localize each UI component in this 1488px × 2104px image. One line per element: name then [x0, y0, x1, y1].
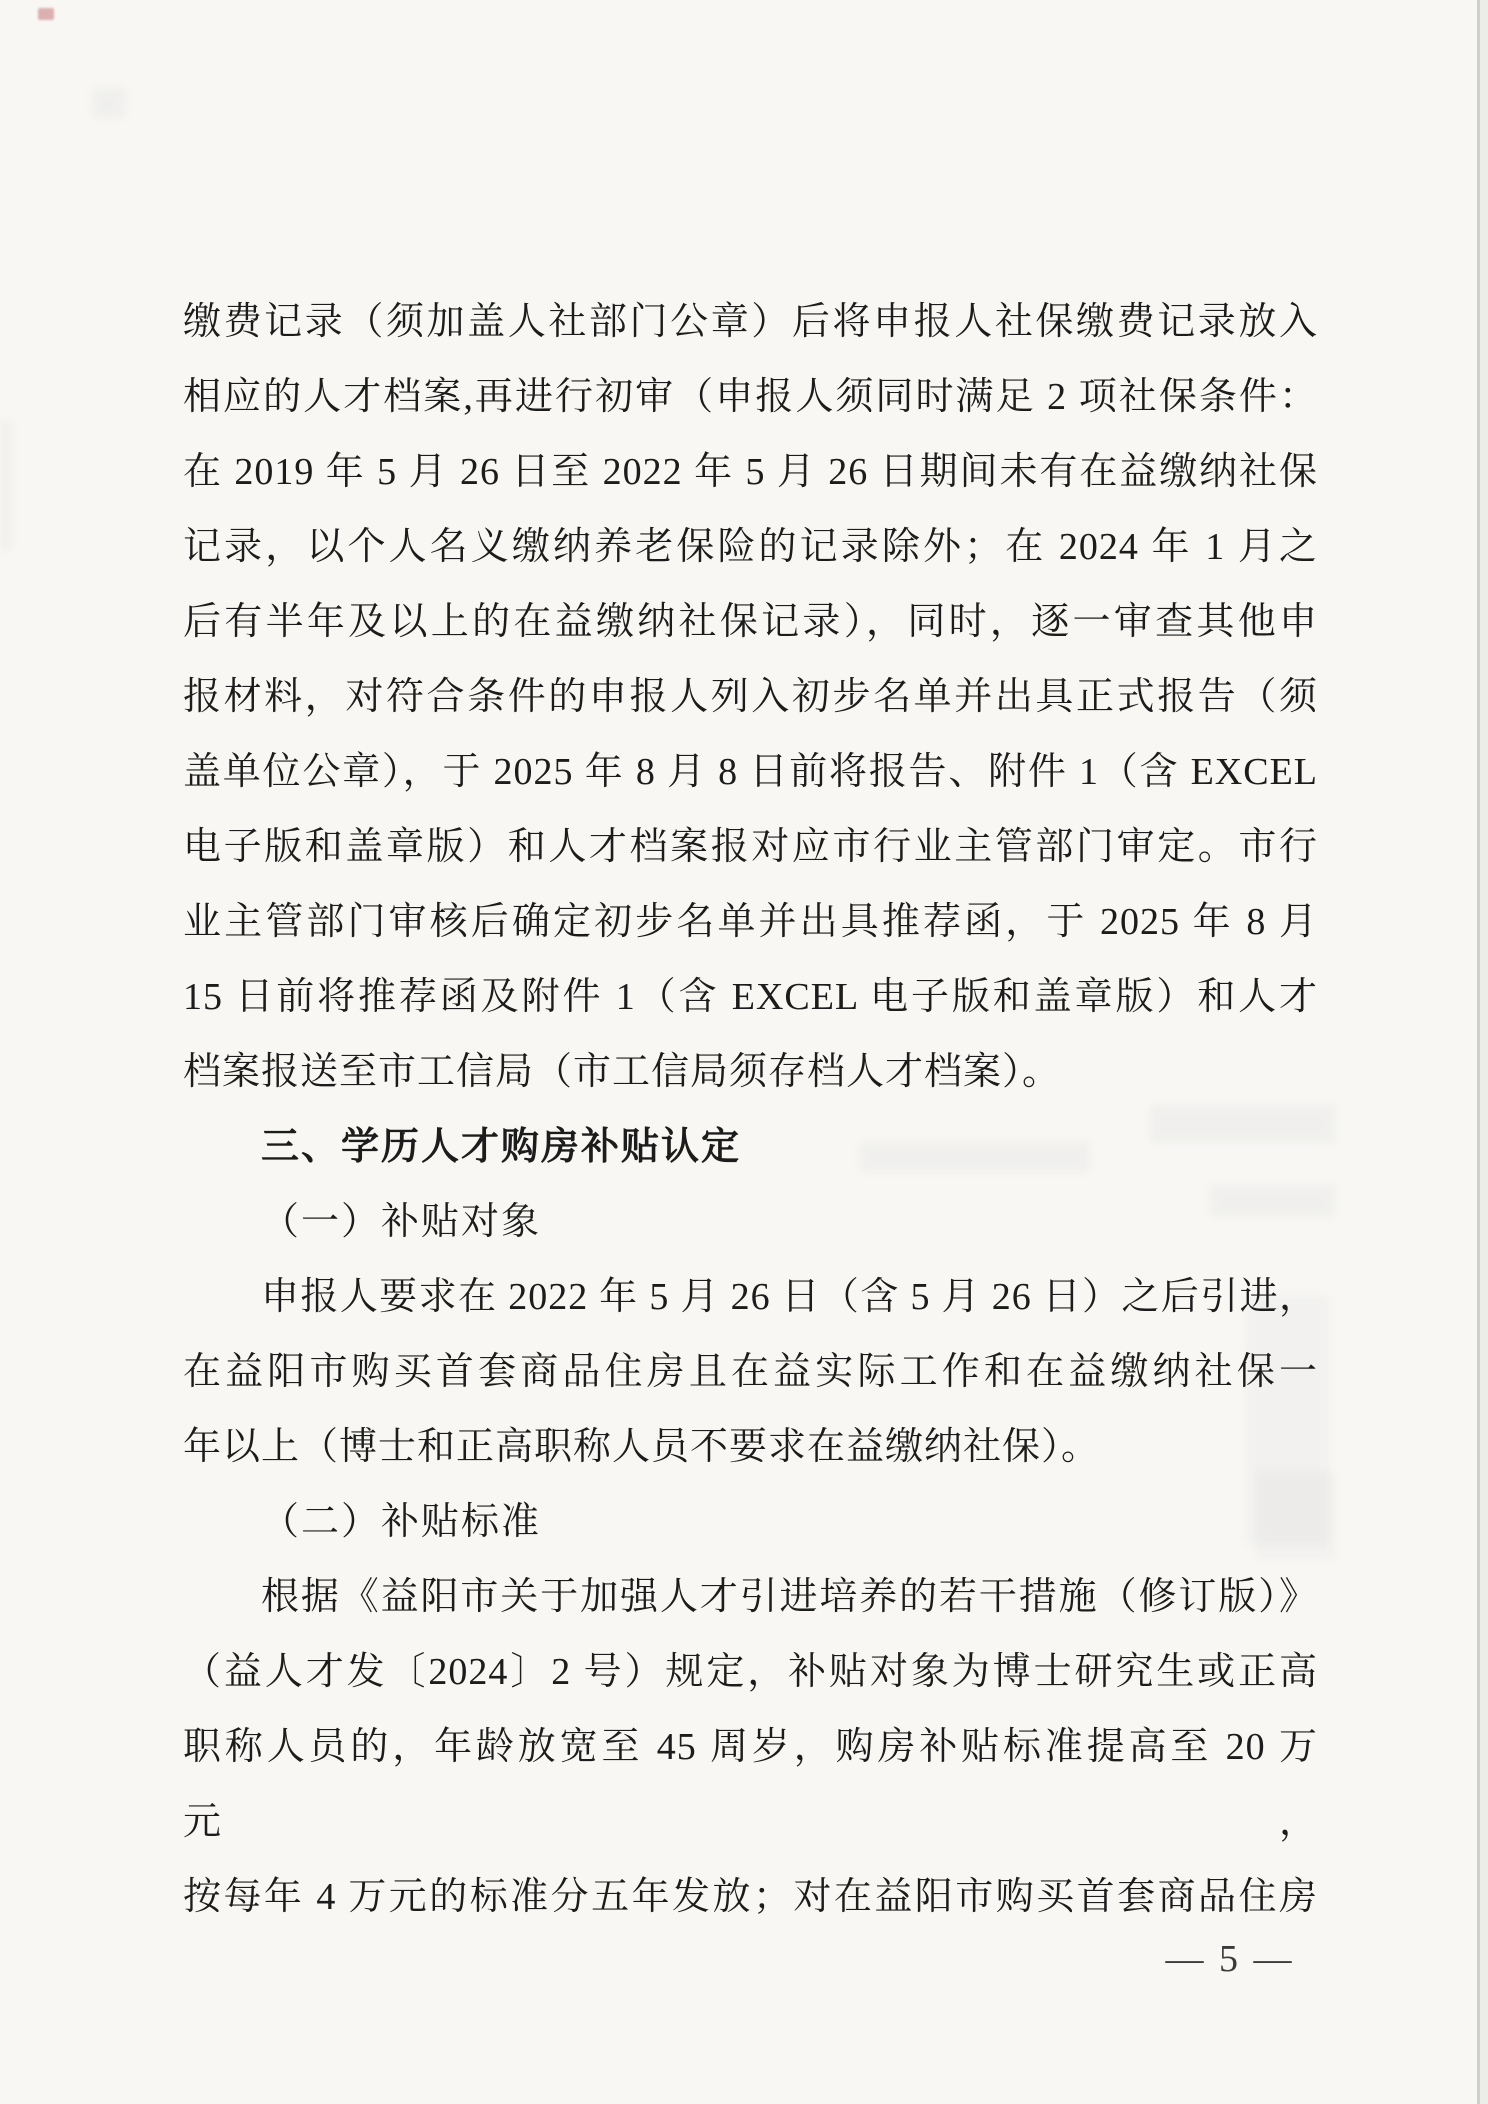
body-line: （益人才发〔2024〕2 号）规定，补贴对象为博士研究生或正高: [183, 1651, 1318, 1693]
body-line: 申报人要求在 2022 年 5 月 26 日（含 5 月 26 日）之后引进，: [261, 1276, 1318, 1318]
scan-artifact: [0, 420, 12, 550]
subsection-heading: （二）补贴标准: [261, 1501, 542, 1543]
scan-artifact-red-speck: [38, 8, 54, 20]
body-line: 报材料，对符合条件的申报人列入初步名单并出具正式报告（须: [183, 676, 1318, 718]
subsection-heading: （一）补贴对象: [261, 1201, 542, 1243]
body-line: 在 2019 年 5 月 26 日至 2022 年 5 月 26 日期间未有在益缴纳社保: [183, 451, 1318, 493]
scan-artifact: [92, 88, 126, 118]
body-line: 后有半年及以上的在益缴纳社保记录），同时，逐一审查其他申: [183, 601, 1318, 643]
body-line: 电子版和盖章版）和人才档案报对应市行业主管部门审定。市行: [183, 826, 1318, 868]
body-line: 在益阳市购买首套商品住房且在益实际工作和在益缴纳社保一: [183, 1351, 1318, 1393]
body-line: 相应的人才档案,再进行初审（申报人须同时满足 2 项社保条件：: [183, 376, 1318, 418]
body-line: 15 日前将推荐函及附件 1（含 EXCEL 电子版和盖章版）和人才: [183, 976, 1318, 1018]
page-edge-line: [1477, 0, 1480, 2104]
body-line: 根据《益阳市关于加强人才引进培养的若干措施（修订版）》: [261, 1576, 1318, 1618]
body-line: 缴费记录（须加盖人社部门公章）后将申报人社保缴费记录放入: [183, 301, 1318, 343]
body-line: 业主管部门审核后确定初步名单并出具推荐函，于 2025 年 8 月: [183, 901, 1318, 943]
body-line: 按每年 4 万元的标准分五年发放；对在益阳市购买首套商品住房: [183, 1876, 1318, 1918]
body-line: 职称人员的，年龄放宽至 45 周岁，购房补贴标准提高至 20 万元，: [183, 1726, 1318, 1843]
body-line: 档案报送至市工信局（市工信局须存档人才档案）。: [183, 1051, 1062, 1093]
page-number: — 5 —: [1165, 1938, 1295, 1980]
body-line: 年以上（博士和正高职称人员不要求在益缴纳社保）。: [183, 1426, 1101, 1468]
document-body: [183, 285, 1318, 1935]
body-line: 盖单位公章），于 2025 年 8 月 8 日前将报告、附件 1（含 EXCEL: [183, 751, 1318, 793]
body-line: 记录，以个人名义缴纳养老保险的记录除外；在 2024 年 1 月之: [183, 526, 1318, 568]
section-heading: 三、学历人才购房补贴认定: [261, 1126, 742, 1168]
